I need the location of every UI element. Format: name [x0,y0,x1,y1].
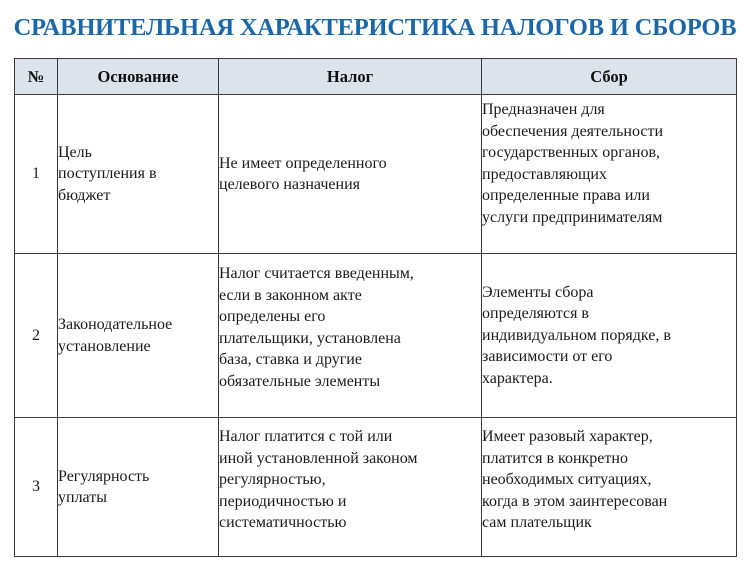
text-line: Налог считается введенным, [219,265,414,282]
text-line: Регулярность [58,467,150,485]
row-fee [482,254,737,418]
text-line: определяются в [482,305,589,323]
text-line: уплаты [58,489,107,506]
row-number: 3 [15,418,58,557]
text-line: целевого назначения [219,176,360,193]
row-basis [58,254,219,418]
text-line: предоставляющих [482,165,607,183]
text-line: Не имеет определенного [219,154,387,172]
table-row [15,254,737,418]
table-row [15,95,737,254]
text-line: государственных органов, [482,144,660,161]
text-line: когда в этом заинтересован [482,492,668,510]
text-line: сам плательщик [482,514,592,531]
text-line: необходимых ситуациях, [482,471,652,488]
row-number: 2 [15,254,58,418]
text-line: поступления в [58,165,157,183]
text-line: обязательные элементы [219,372,381,390]
table-row [15,418,737,557]
text-line: Цель [58,143,92,161]
page-title: СРАВНИТЕЛЬНАЯ ХАРАКТЕРИСТИКА НАЛОГОВ И СБОРОВ [13,14,737,41]
row-fee [482,418,737,557]
text-line: систематичностью [219,514,347,531]
comparison-table [14,58,737,557]
header-number: № [15,59,58,95]
text-line: Имеет разовый характер, [482,428,653,445]
row-tax [219,95,482,254]
text-line: Законодательное [58,316,173,333]
text-line: определены его [219,308,326,325]
row-basis [58,418,219,557]
row-tax [219,254,482,418]
text-line: установление [58,337,151,355]
text-line: платится в конкретно [482,449,628,467]
text-line: плательщики, установлена [219,329,401,347]
text-line: характера. [482,369,553,387]
row-basis [58,95,219,254]
row-number: 1 [15,95,58,254]
text-line: индивидуальном порядке, в [482,326,671,344]
text-line: определенные права или [482,187,650,204]
text-line: бюджет [58,186,111,204]
text-line: если в законном акте [219,286,362,304]
text-line: Налог платится с той или [219,428,393,445]
text-line: база, ставка и другие [219,351,362,368]
text-line: периодичностью и [219,492,347,510]
header-fee: Сбор [482,59,737,95]
header-basis: Основание [58,59,219,95]
text-line: регулярностью, [219,471,326,488]
text-line: иной установленной законом [219,449,418,467]
text-line: обеспечения деятельности [482,122,664,140]
row-tax [219,418,482,557]
table-header-row [15,59,737,95]
text-line: Элементы сбора [482,283,594,301]
text-line: зависимости от его [482,348,613,366]
header-tax: Налог [219,59,482,95]
text-line: Предназначен для [482,101,605,118]
text-line: услуги предпринимателям [482,208,663,226]
row-fee [482,95,737,254]
